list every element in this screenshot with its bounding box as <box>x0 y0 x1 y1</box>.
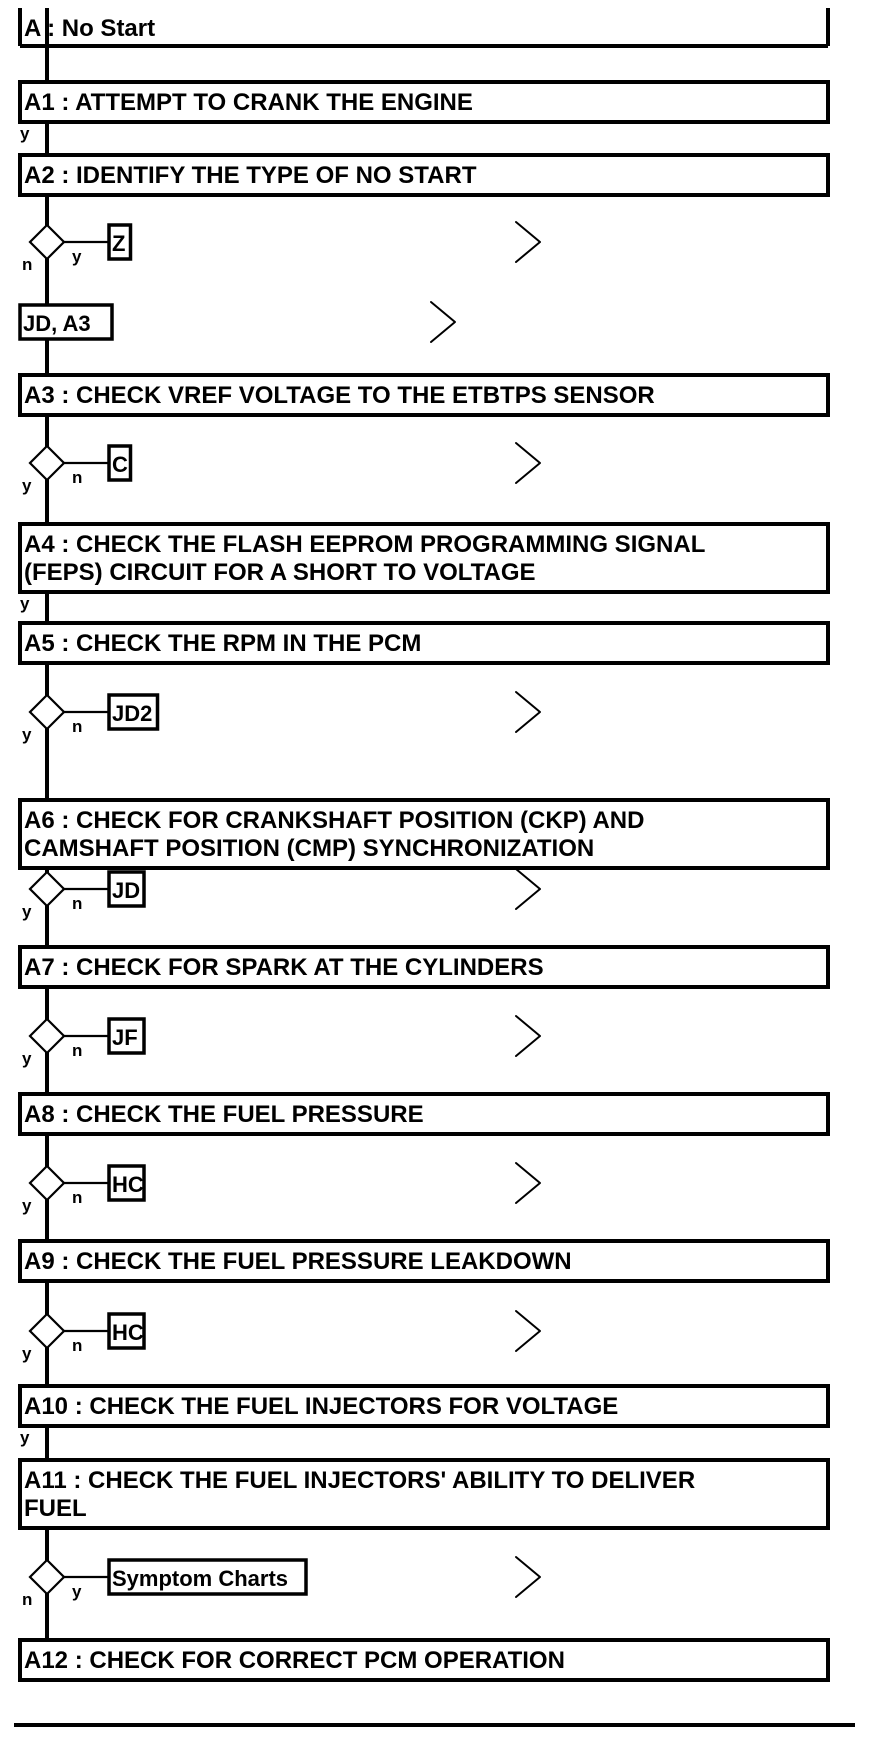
step-a6-title-line: CAMSHAFT POSITION (CMP) SYNCHRONIZATION <box>24 835 595 862</box>
expand-chevron-icon[interactable] <box>516 1311 540 1351</box>
expand-chevron-icon[interactable] <box>431 302 455 342</box>
step-a2-exit-label: JD, A3 <box>23 311 91 336</box>
step-a6-title-line: A6 : CHECK FOR CRANKSHAFT POSITION (CKP) AND <box>24 807 645 834</box>
step-a1-title-line: A1 : ATTEMPT TO CRANK THE ENGINE <box>24 89 473 116</box>
step-a2-trunk-label: n <box>22 255 33 274</box>
expand-chevron-icon[interactable] <box>516 1016 540 1056</box>
step-a10-yes-label: y <box>20 1428 30 1447</box>
step-a11-decision-diamond <box>30 1560 64 1594</box>
expand-chevron-icon[interactable] <box>516 692 540 732</box>
step-a6-trunk-label: y <box>22 902 32 921</box>
box-layer <box>20 15 828 1680</box>
step-a2-target-label: Z <box>112 231 126 256</box>
step-a8-target-label: HC <box>112 1172 144 1197</box>
step-a11-trunk-label: n <box>22 1590 33 1609</box>
step-a5-title-line: A5 : CHECK THE RPM IN THE PCM <box>24 630 422 657</box>
step-a11-title-line: FUEL <box>24 1495 87 1522</box>
step-a2-branch-label: y <box>72 247 82 266</box>
step-a3-target-label: C <box>112 452 128 477</box>
step-a4-title-line: A4 : CHECK THE FLASH EEPROM PROGRAMMING SIGNAL <box>24 531 706 558</box>
step-a3-decision-diamond <box>30 446 64 480</box>
step-a6-target-label: JD <box>112 878 141 903</box>
step-a7-branch-label: n <box>72 1041 83 1060</box>
step-a12-title-line: A12 : CHECK FOR CORRECT PCM OPERATION <box>24 1647 565 1674</box>
step-a9-trunk-label: y <box>22 1344 32 1363</box>
expand-chevron-icon[interactable] <box>516 869 540 909</box>
step-a3-trunk-label: y <box>22 476 32 495</box>
step-a8-decision-diamond <box>30 1166 64 1200</box>
step-a11-title-line: A11 : CHECK THE FUEL INJECTORS' ABILITY TO DELIVER <box>24 1467 696 1494</box>
step-a11-branch-label: y <box>72 1582 82 1601</box>
step-a6-decision-diamond <box>30 872 64 906</box>
step-a5-trunk-label: y <box>22 725 32 744</box>
step-a11-target-label: Symptom Charts <box>112 1566 289 1591</box>
step-a7-title-line: A7 : CHECK FOR SPARK AT THE CYLINDERS <box>24 954 544 981</box>
step-a3-title-line: A3 : CHECK VREF VOLTAGE TO THE ETBTPS SENSOR <box>24 382 655 409</box>
page-title: A : No Start <box>24 15 156 42</box>
expand-chevron-icon[interactable] <box>516 222 540 262</box>
step-a8-branch-label: n <box>72 1188 83 1207</box>
step-a8-trunk-label: y <box>22 1196 32 1215</box>
step-a5-decision-diamond <box>30 695 64 729</box>
step-a9-branch-label: n <box>72 1336 83 1355</box>
step-a5-branch-label: n <box>72 717 83 736</box>
step-a7-trunk-label: y <box>22 1049 32 1068</box>
expand-chevron-icon[interactable] <box>516 1163 540 1203</box>
expand-chevron-icon[interactable] <box>516 1557 540 1597</box>
step-a1-yes-label: y <box>20 124 30 143</box>
step-a2-title-line: A2 : IDENTIFY THE TYPE OF NO START <box>24 162 477 189</box>
step-a9-title-line: A9 : CHECK THE FUEL PRESSURE LEAKDOWN <box>24 1248 572 1275</box>
step-a3-branch-label: n <box>72 468 83 487</box>
step-a5-target-label: JD2 <box>112 701 153 726</box>
step-a8-title-line: A8 : CHECK THE FUEL PRESSURE <box>24 1101 424 1128</box>
expand-chevron-icon[interactable] <box>516 443 540 483</box>
step-a7-target-label: JF <box>112 1025 138 1050</box>
step-a9-target-label: HC <box>112 1320 144 1345</box>
step-a10-title-line: A10 : CHECK THE FUEL INJECTORS FOR VOLTAGE <box>24 1393 619 1420</box>
step-a7-decision-diamond <box>30 1019 64 1053</box>
step-a4-yes-label: y <box>20 594 30 613</box>
step-a4-title-line: (FEPS) CIRCUIT FOR A SHORT TO VOLTAGE <box>24 559 536 586</box>
step-a9-decision-diamond <box>30 1314 64 1348</box>
step-a2-decision-diamond <box>30 225 64 259</box>
step-a6-branch-label: n <box>72 894 83 913</box>
